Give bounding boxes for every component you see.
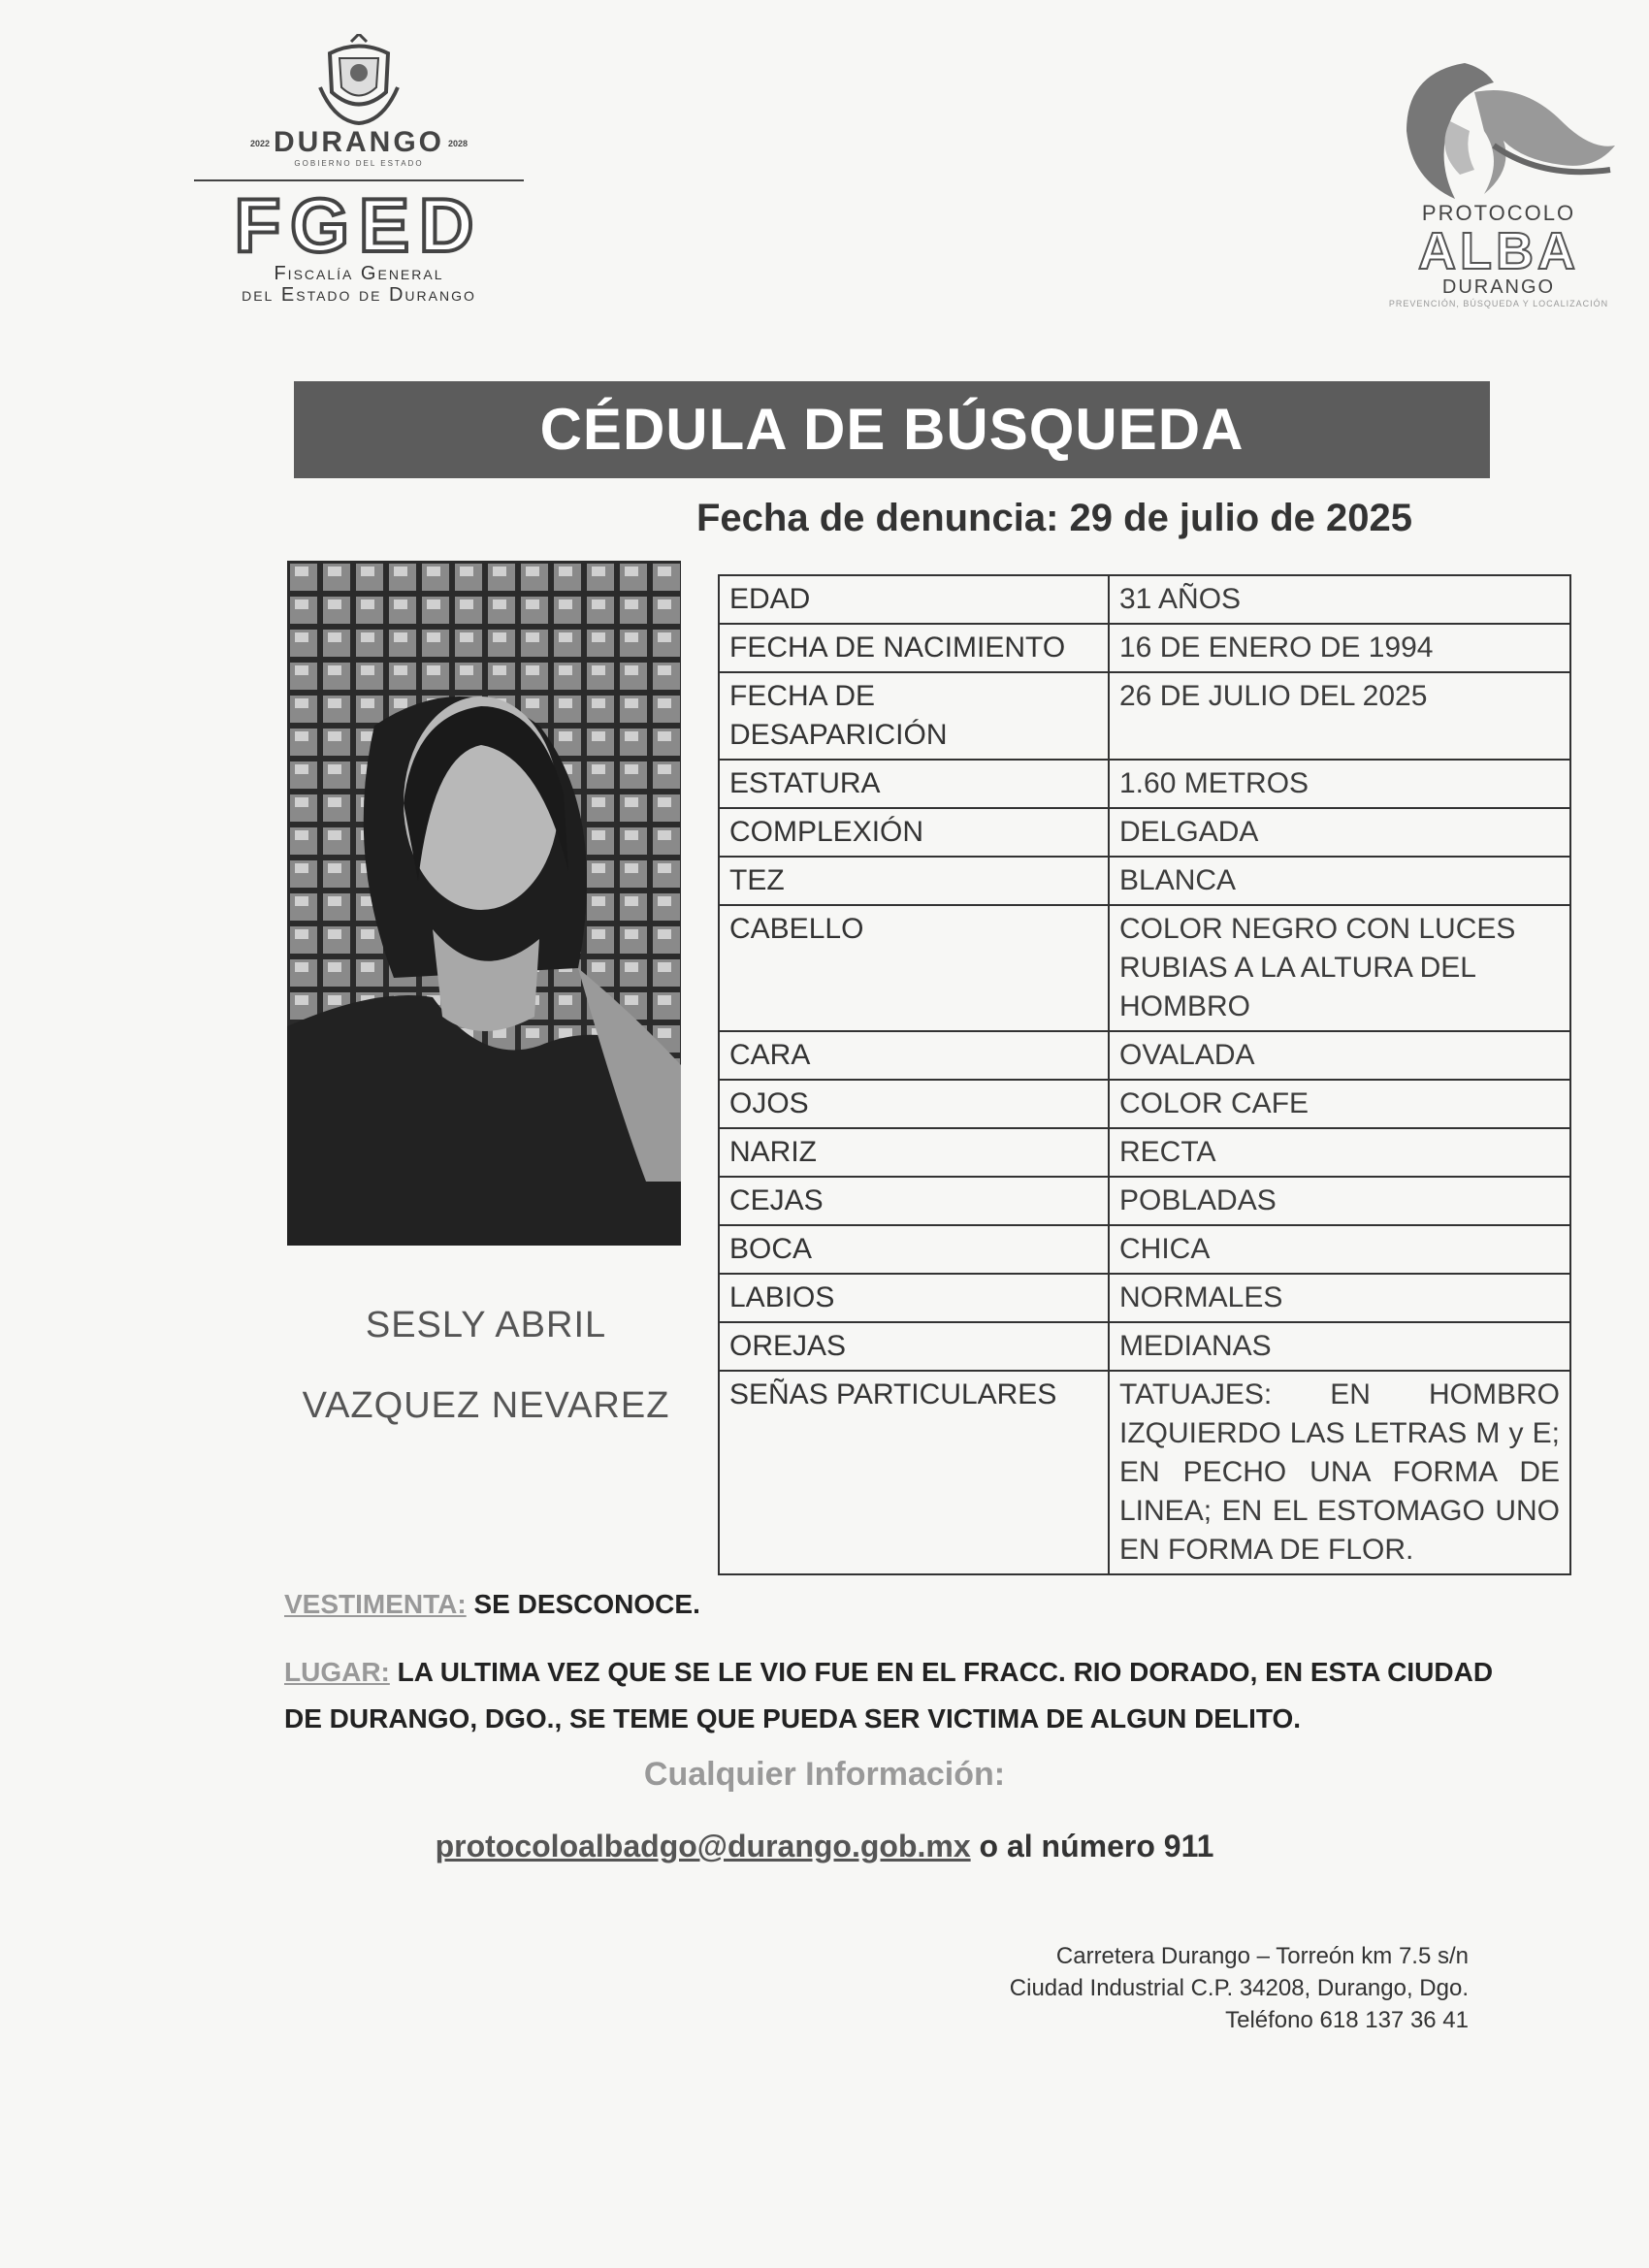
table-row [719, 672, 1570, 760]
field-value: CHICA [1109, 1225, 1570, 1274]
alba-wordmark: ALBA [1418, 222, 1579, 280]
vestimenta-label: VESTIMENTA: [284, 1589, 467, 1619]
gobierno-label: GOBIERNO DEL ESTADO [294, 159, 424, 168]
alba-durango-label: DURANGO [1441, 276, 1556, 298]
document-title-banner: CÉDULA DE BÚSQUEDA [294, 381, 1490, 478]
woman-profile-icon [1368, 53, 1620, 209]
field-value: MEDIANAS [1109, 1322, 1570, 1371]
field-value: POBLADAS [1109, 1177, 1570, 1225]
field-value: 26 DE JULIO DEL 2025 [1109, 672, 1570, 760]
field-label: CEJAS [719, 1177, 1109, 1225]
durango-wordmark [194, 126, 524, 159]
person-name-line1: SESLY ABRIL [365, 1305, 607, 1345]
contact-phone-text: o al número 911 [970, 1829, 1214, 1863]
table-row [719, 575, 1570, 624]
info-heading: Cualquier Información: [643, 1756, 1006, 1793]
table-row [719, 808, 1570, 857]
field-label: LABIOS [719, 1274, 1109, 1322]
field-value: RECTA [1109, 1128, 1570, 1177]
field-value: OVALADA [1109, 1031, 1570, 1080]
address-line2: Ciudad Industrial C.P. 34208, Durango, Dgo. [1009, 1975, 1469, 2001]
field-value: NORMALES [1109, 1274, 1570, 1322]
field-label: OREJAS [719, 1322, 1109, 1371]
year-end: 2028 [448, 139, 469, 149]
vestimenta-line [284, 1581, 1506, 1628]
protocolo-label: PROTOCOLO [1421, 201, 1576, 225]
alba-tagline: PREVENCIÓN, BÚSQUEDA Y LOCALIZACIÓN [1388, 299, 1609, 308]
lugar-text: LA ULTIMA VEZ QUE SE LE VIO FUE EN EL FRACC. RIO DORADO, EN ESTA CIUDAD DE DURANGO, DGO., SE TEME QUE PUEDA SER VICTIMA DE ALGUN DELITO. [284, 1657, 1494, 1733]
field-label: BOCA [719, 1225, 1109, 1274]
table-row [719, 1322, 1570, 1371]
report-date: Fecha de denuncia: 29 de julio de 2025 [696, 497, 1413, 539]
field-label: CARA [719, 1031, 1109, 1080]
portrait-image [287, 561, 681, 1246]
table-row [719, 760, 1570, 808]
table-row [719, 624, 1570, 672]
year-start: 2022 [249, 139, 270, 149]
table-row [719, 905, 1570, 1031]
field-value: BLANCA [1109, 857, 1570, 905]
fiscalia-line2: del Estado de Durango [242, 284, 476, 306]
field-label: CABELLO [719, 905, 1109, 1031]
field-value: COLOR NEGRO CON LUCES RUBIAS A LA ALTURA DEL HOMBRO [1109, 905, 1570, 1031]
field-label: OJOS [719, 1080, 1109, 1128]
table-row [719, 1128, 1570, 1177]
field-label: NARIZ [719, 1128, 1109, 1177]
address-phone: Teléfono 618 137 36 41 [1225, 2007, 1469, 2033]
field-label: SEÑAS PARTICULARES [719, 1371, 1109, 1574]
field-value: 31 AÑOS [1109, 575, 1570, 624]
table-row [719, 857, 1570, 905]
fged-acronym: FGED [234, 182, 484, 268]
field-value: 16 DE ENERO DE 1994 [1109, 624, 1570, 672]
fiscalia-line1: Fiscalía General [274, 263, 444, 284]
address-line1: Carretera Durango – Torreón km 7.5 s/n [1055, 1943, 1469, 1969]
table-row [719, 1225, 1570, 1274]
table-row [719, 1371, 1570, 1574]
missing-person-photo [287, 561, 681, 1246]
table-row [719, 1080, 1570, 1128]
field-value: DELGADA [1109, 808, 1570, 857]
coat-of-arms-icon [310, 34, 407, 126]
contact-line [0, 1829, 1649, 1864]
field-label: ESTATURA [719, 760, 1109, 808]
field-label: FECHA DE DESAPARICIÓN [719, 672, 1109, 760]
field-label: COMPLEXIÓN [719, 808, 1109, 857]
field-label: FECHA DE NACIMIENTO [719, 624, 1109, 672]
vestimenta-text: SE DESCONOCE. [466, 1589, 700, 1619]
person-name-line2: VAZQUEZ NEVAREZ [302, 1385, 670, 1426]
contact-email-link[interactable]: protocoloalbadgo@durango.gob.mx [435, 1829, 971, 1863]
protocolo-alba-logo [1368, 53, 1630, 308]
field-label: TEZ [719, 857, 1109, 905]
field-label: EDAD [719, 575, 1109, 624]
descriptive-data-table [718, 574, 1571, 1575]
field-value: COLOR CAFE [1109, 1080, 1570, 1128]
office-address [1010, 1940, 1469, 2036]
fged-logo [194, 34, 524, 306]
table-row [719, 1274, 1570, 1322]
lugar-line [284, 1649, 1506, 1742]
field-value: TATUAJES: EN HOMBRO IZQUIERDO LAS LETRAS M y E; EN PECHO UNA FORMA DE LINEA; EN EL ESTOMAGO UNO EN FORMA DE FLOR. [1109, 1371, 1570, 1574]
lugar-label: LUGAR: [284, 1657, 390, 1687]
table-row [719, 1177, 1570, 1225]
field-value: 1.60 METROS [1109, 760, 1570, 808]
divider [194, 179, 524, 181]
table-row [719, 1031, 1570, 1080]
state-name: DURANGO [274, 126, 444, 158]
